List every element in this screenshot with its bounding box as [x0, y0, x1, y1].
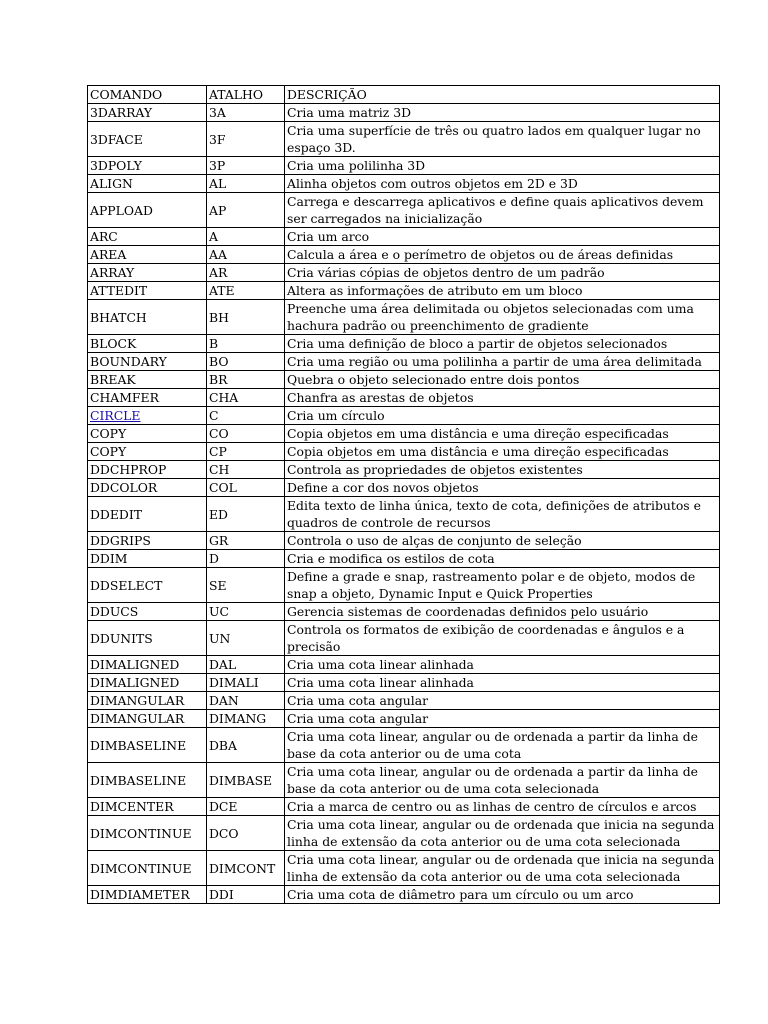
- table-row: [88, 674, 720, 692]
- table-row: [88, 407, 720, 425]
- description-cell: Controla os formatos de exibição de coordenadas e ângulos e a precisão: [285, 621, 720, 656]
- alias-cell: DAN: [207, 692, 285, 710]
- alias-cell: DIMCONT: [207, 851, 285, 886]
- command-cell: 3DPOLY: [88, 157, 207, 175]
- command-table-body: [88, 86, 720, 904]
- command-cell: ATTEDIT: [88, 282, 207, 300]
- description-cell: Edita texto de linha única, texto de cota, definições de atributos e quadros de controle de recursos: [285, 497, 720, 532]
- table-row: [88, 246, 720, 264]
- command-cell: DDEDIT: [88, 497, 207, 532]
- command-cell: DDUCS: [88, 603, 207, 621]
- alias-cell: 3P: [207, 157, 285, 175]
- alias-cell: DCE: [207, 798, 285, 816]
- table-row: [88, 497, 720, 532]
- description-cell: Alinha objetos com outros objetos em 2D e 3D: [285, 175, 720, 193]
- alias-cell: A: [207, 228, 285, 246]
- table-row: [88, 300, 720, 335]
- alias-cell: AA: [207, 246, 285, 264]
- table-row: [88, 603, 720, 621]
- command-cell: APPLOAD: [88, 193, 207, 228]
- alias-cell: DDI: [207, 886, 285, 904]
- table-row: [88, 193, 720, 228]
- table-row: [88, 728, 720, 763]
- table-row: [88, 335, 720, 353]
- description-cell: Cria uma cota linear alinhada: [285, 656, 720, 674]
- description-cell: Cria a marca de centro ou as linhas de centro de círculos e arcos: [285, 798, 720, 816]
- table-row: [88, 371, 720, 389]
- command-cell: DIMANGULAR: [88, 692, 207, 710]
- table-row: [88, 692, 720, 710]
- description-cell: Cria uma superfície de três ou quatro lados em qualquer lugar no espaço 3D.: [285, 122, 720, 157]
- description-cell: Cria um círculo: [285, 407, 720, 425]
- table-row: [88, 389, 720, 407]
- description-cell: Cria uma definição de bloco a partir de objetos selecionados: [285, 335, 720, 353]
- description-cell: Cria uma região ou uma polilinha a partir de uma área delimitada: [285, 353, 720, 371]
- alias-cell: 3A: [207, 104, 285, 122]
- description-cell: Controla o uso de alças de conjunto de seleção: [285, 532, 720, 550]
- command-cell: DDIM: [88, 550, 207, 568]
- alias-cell: CP: [207, 443, 285, 461]
- header-alias: ATALHO: [207, 86, 285, 104]
- command-cell: DIMCONTINUE: [88, 851, 207, 886]
- alias-cell: DAL: [207, 656, 285, 674]
- table-row: [88, 443, 720, 461]
- command-cell: ARRAY: [88, 264, 207, 282]
- alias-cell: CH: [207, 461, 285, 479]
- command-cell: DIMALIGNED: [88, 674, 207, 692]
- alias-cell: D: [207, 550, 285, 568]
- description-cell: Cria uma cota linear, angular ou de ordenada que inicia na segunda linha de extensão da cota anterior ou de uma cota selecionada: [285, 851, 720, 886]
- command-cell: DDUNITS: [88, 621, 207, 656]
- alias-cell: BH: [207, 300, 285, 335]
- alias-cell: BR: [207, 371, 285, 389]
- command-cell: BLOCK: [88, 335, 207, 353]
- table-row: [88, 157, 720, 175]
- alias-cell: UC: [207, 603, 285, 621]
- alias-cell: AP: [207, 193, 285, 228]
- table-row: [88, 621, 720, 656]
- description-cell: Cria uma cota de diâmetro para um círculo ou um arco: [285, 886, 720, 904]
- description-cell: Altera as informações de atributo em um bloco: [285, 282, 720, 300]
- alias-cell: B: [207, 335, 285, 353]
- table-row: [88, 425, 720, 443]
- command-table: [87, 85, 720, 904]
- command-cell: DIMBASELINE: [88, 728, 207, 763]
- description-cell: Cria uma cota linear, angular ou de ordenada que inicia na segunda linha de extensão da cota anterior ou de uma cota selecionada: [285, 816, 720, 851]
- table-row: [88, 550, 720, 568]
- description-cell: Cria e modifica os estilos de cota: [285, 550, 720, 568]
- alias-cell: AL: [207, 175, 285, 193]
- description-cell: Calcula a área e o perímetro de objetos ou de áreas definidas: [285, 246, 720, 264]
- alias-cell: BO: [207, 353, 285, 371]
- header-command: COMANDO: [88, 86, 207, 104]
- alias-cell: UN: [207, 621, 285, 656]
- table-row: [88, 122, 720, 157]
- table-row: [88, 851, 720, 886]
- command-cell: BHATCH: [88, 300, 207, 335]
- table-row: [88, 479, 720, 497]
- description-cell: Copia objetos em uma distância e uma direção especificadas: [285, 443, 720, 461]
- command-cell: DIMBASELINE: [88, 763, 207, 798]
- description-cell: Cria uma cota linear alinhada: [285, 674, 720, 692]
- description-cell: Define a grade e snap, rastreamento polar e de objeto, modos de snap a objeto, Dynamic Input e Quick Properties: [285, 568, 720, 603]
- command-cell: ALIGN: [88, 175, 207, 193]
- table-row: [88, 175, 720, 193]
- command-cell: COPY: [88, 425, 207, 443]
- table-row: [88, 461, 720, 479]
- description-cell: Preenche uma área delimitada ou objetos selecionadas com uma hachura padrão ou preenchimento de gradiente: [285, 300, 720, 335]
- command-cell: 3DARRAY: [88, 104, 207, 122]
- command-cell: DIMANGULAR: [88, 710, 207, 728]
- table-row: [88, 264, 720, 282]
- alias-cell: GR: [207, 532, 285, 550]
- description-cell: Gerencia sistemas de coordenadas definidos pelo usuário: [285, 603, 720, 621]
- description-cell: Cria várias cópias de objetos dentro de um padrão: [285, 264, 720, 282]
- alias-cell: DIMALI: [207, 674, 285, 692]
- command-cell: ARC: [88, 228, 207, 246]
- command-cell: DDCOLOR: [88, 479, 207, 497]
- alias-cell: COL: [207, 479, 285, 497]
- description-cell: Carrega e descarrega aplicativos e define quais aplicativos devem ser carregados na inicialização: [285, 193, 720, 228]
- description-cell: Cria uma cota linear, angular ou de ordenada a partir da linha de base da cota anterior ou de uma cota: [285, 728, 720, 763]
- command-cell: DDGRIPS: [88, 532, 207, 550]
- command-cell: COPY: [88, 443, 207, 461]
- table-row: [88, 353, 720, 371]
- command-cell: BOUNDARY: [88, 353, 207, 371]
- command-cell: DIMCENTER: [88, 798, 207, 816]
- alias-cell: DIMBASE: [207, 763, 285, 798]
- alias-cell: C: [207, 407, 285, 425]
- command-cell: [88, 407, 207, 425]
- command-cell: 3DFACE: [88, 122, 207, 157]
- command-cell: DIMCONTINUE: [88, 816, 207, 851]
- table-row: [88, 798, 720, 816]
- description-cell: Cria uma cota angular: [285, 710, 720, 728]
- description-cell: Quebra o objeto selecionado entre dois pontos: [285, 371, 720, 389]
- command-cell: DIMALIGNED: [88, 656, 207, 674]
- description-cell: Controla as propriedades de objetos existentes: [285, 461, 720, 479]
- table-row: [88, 104, 720, 122]
- alias-cell: AR: [207, 264, 285, 282]
- alias-cell: ATE: [207, 282, 285, 300]
- table-row: [88, 656, 720, 674]
- description-cell: Cria uma matriz 3D: [285, 104, 720, 122]
- table-row: [88, 710, 720, 728]
- description-cell: Cria uma cota angular: [285, 692, 720, 710]
- description-cell: Cria uma polilinha 3D: [285, 157, 720, 175]
- command-cell: DDSELECT: [88, 568, 207, 603]
- table-row: [88, 763, 720, 798]
- command-cell: BREAK: [88, 371, 207, 389]
- table-row: [88, 886, 720, 904]
- table-row: [88, 816, 720, 851]
- table-row: [88, 568, 720, 603]
- table-row: [88, 282, 720, 300]
- alias-cell: 3F: [207, 122, 285, 157]
- table-row: [88, 228, 720, 246]
- command-cell: CHAMFER: [88, 389, 207, 407]
- alias-cell: CO: [207, 425, 285, 443]
- alias-cell: CHA: [207, 389, 285, 407]
- alias-cell: DCO: [207, 816, 285, 851]
- description-cell: Chanfra as arestas de objetos: [285, 389, 720, 407]
- description-cell: Copia objetos em uma distância e uma direção especificadas: [285, 425, 720, 443]
- description-cell: Cria um arco: [285, 228, 720, 246]
- table-header-row: [88, 86, 720, 104]
- description-cell: Cria uma cota linear, angular ou de ordenada a partir da linha de base da cota anterior ou de uma cota selecionada: [285, 763, 720, 798]
- table-row: [88, 532, 720, 550]
- header-description: DESCRIÇÃO: [285, 86, 720, 104]
- alias-cell: DBA: [207, 728, 285, 763]
- command-cell: DDCHPROP: [88, 461, 207, 479]
- alias-cell: SE: [207, 568, 285, 603]
- alias-cell: DIMANG: [207, 710, 285, 728]
- command-cell: AREA: [88, 246, 207, 264]
- command-link[interactable]: CIRCLE: [90, 408, 141, 423]
- description-cell: Define a cor dos novos objetos: [285, 479, 720, 497]
- command-cell: DIMDIAMETER: [88, 886, 207, 904]
- alias-cell: ED: [207, 497, 285, 532]
